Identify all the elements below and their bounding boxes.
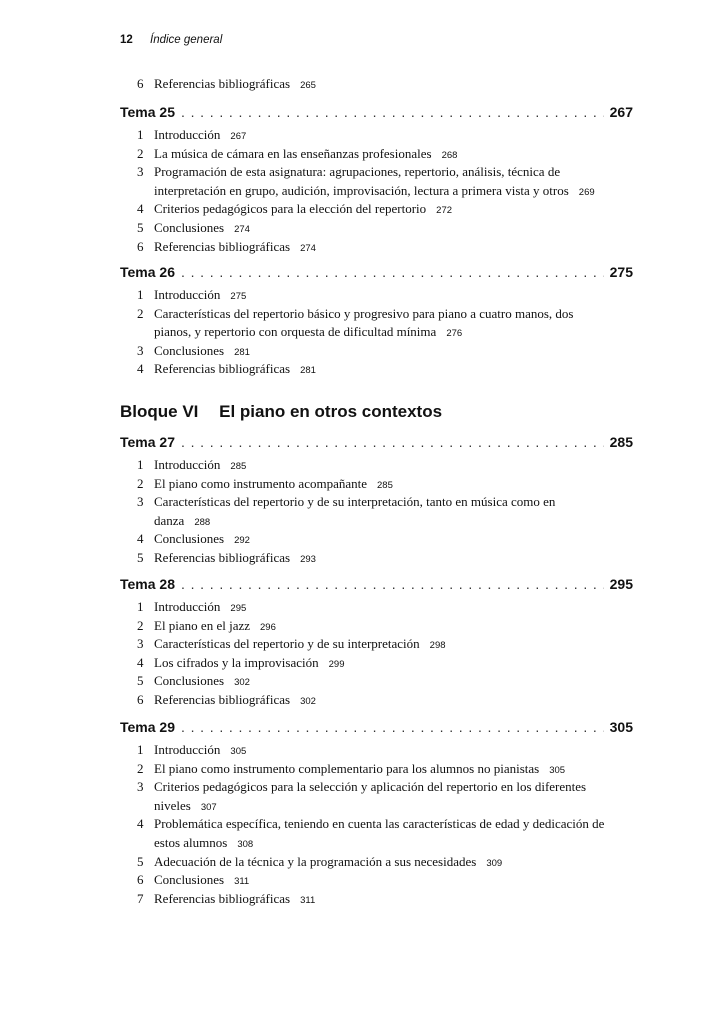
entry-title: Referencias bibliográficas [154,691,291,707]
entry-title: Conclusiones [154,342,225,358]
entry-page: 305 [549,764,566,776]
running-title: Índice general [150,34,223,46]
toc-entry[interactable] [120,672,633,691]
toc-entry[interactable] [120,475,633,494]
entry-title: Características del repertorio y de su interpretación, tanto en música como en [154,494,556,510]
toc-entry[interactable] [120,145,633,164]
entry-page: 275 [230,291,247,302]
entry-number: 4 [137,816,144,832]
toc-entry[interactable] [120,360,633,379]
running-head [120,34,222,46]
entry-number: 1 [137,127,144,142]
tema-27-section [120,434,633,568]
tema-heading[interactable] [120,434,633,456]
tema-heading[interactable] [120,264,633,286]
tema-26-section [120,264,633,379]
entry-page: 274 [234,223,250,235]
entry-page: 269 [578,186,595,198]
entry-page: 268 [441,149,458,161]
tema-label: Tema 26 [120,264,175,280]
entry-number: 3 [137,636,144,652]
entry-number: 4 [137,361,144,377]
entry-title: Introducción [154,127,221,142]
leader-dots [181,104,604,120]
entry-title: Referencias bibliográficas [154,361,291,377]
entry-page: 274 [300,242,316,254]
toc-entry[interactable] [120,126,633,145]
tema-25-section [120,104,633,256]
entry-page: 295 [230,603,247,614]
entry-title: Criterios pedagógicos para la elección del repertorio [154,201,427,217]
tema-page: 295 [609,576,633,592]
entry-number: 5 [137,549,144,565]
entry-number: 7 [137,890,144,906]
entry-title: danza [154,512,185,528]
leader-dots [181,719,604,735]
toc-entry[interactable] [120,238,633,257]
toc-entry[interactable] [120,456,633,475]
entry-title: Características del repertorio y de su interpretación [154,636,420,652]
entry-title: interpretación en grupo, audición, improvisación, lectura a primera vista y otros [154,182,569,198]
toc-entry[interactable] [120,75,633,94]
entry-title: El piano en el jazz [154,617,251,633]
toc-entry[interactable] [120,200,633,219]
bloque-heading [120,402,442,422]
toc-entry-continuation[interactable] [120,834,633,853]
tema-29-section [120,719,633,908]
entry-title: Introducción [154,457,221,472]
entry-title: El piano como instrumento complementario para los alumnos no pianistas [154,760,540,776]
tema-label: Tema 29 [120,719,175,735]
entry-page: 276 [446,328,463,340]
entry-number: 5 [137,673,144,689]
entry-title: niveles [154,797,191,813]
entry-title: El piano como instrumento acompañante [154,475,367,491]
entry-page: 293 [300,553,316,565]
entry-title: Conclusiones [154,219,225,235]
toc-entry[interactable] [120,760,633,779]
toc-entry[interactable] [120,741,633,760]
toc-entry[interactable] [120,890,633,909]
entry-title: Los cifrados y la improvisación [154,654,319,670]
tema-heading[interactable] [120,104,633,126]
entry-title: La música de cámara en las enseñanzas profesionales [154,145,432,161]
entry-number: 4 [137,654,144,670]
entry-number: 4 [137,201,144,217]
entry-number: 3 [137,164,144,180]
entry-number: 6 [137,872,144,888]
entry-page: 299 [328,658,345,670]
toc-entry[interactable] [120,530,633,549]
toc-entry[interactable] [120,549,633,568]
entry-page: 285 [377,479,393,491]
entry-number: 6 [137,76,144,91]
toc-entry[interactable] [120,305,633,324]
entry-title: Conclusiones [154,673,225,689]
entry-title: Referencias bibliográficas [154,238,291,254]
toc-entry[interactable] [120,871,633,890]
bloque-label: Bloque VI [120,402,199,421]
entry-number: 3 [137,494,144,510]
entry-title: Introducción [154,599,221,614]
entry-number: 3 [137,342,144,358]
entry-title: Criterios pedagógicos para la selección y aplicación del repertorio en los diferentes [154,779,587,795]
entry-title: Referencias bibliográficas [154,890,291,906]
tema-page: 267 [609,104,633,120]
toc-entry[interactable] [120,617,633,636]
entry-page: 272 [436,205,453,217]
entry-number: 4 [137,531,144,547]
entry-title: Referencias bibliográficas [154,549,291,565]
tema-heading[interactable] [120,576,633,598]
entry-page: 281 [234,346,250,358]
entry-number: 6 [137,691,144,707]
entry-page: 285 [230,461,247,472]
tema-28-section [120,576,633,710]
entry-title: Problemática específica, teniendo en cuenta las características de edad y dedicación de [154,816,605,832]
entry-number: 2 [137,475,144,491]
tema-label: Tema 28 [120,576,175,592]
entry-page: 308 [237,838,254,850]
entry-title: Introducción [154,742,221,757]
entry-title: Conclusiones [154,872,225,888]
toc-entry[interactable] [120,691,633,710]
toc-entry-continuation[interactable] [120,512,633,531]
entry-number: 1 [137,742,144,757]
leader-dots [181,434,604,450]
tema-page: 275 [609,264,633,280]
entry-title: estos alumnos [154,834,228,850]
entry-number: 5 [137,219,144,235]
toc-entry[interactable] [120,815,633,834]
toc-entry-continuation[interactable] [120,182,633,201]
leader-dots [181,264,604,280]
toc-entry[interactable] [120,654,633,673]
entry-page: 305 [230,746,247,757]
entry-title: pianos, y repertorio con orquesta de dificultad mínima [154,324,437,340]
toc-entry[interactable] [120,342,633,361]
toc-entry[interactable] [120,635,633,654]
entry-page: 281 [300,365,316,377]
entry-number: 6 [137,238,144,254]
toc-entry[interactable] [120,286,633,305]
entry-page: 292 [234,535,250,547]
entry-page: 288 [194,516,211,528]
entry-title: Conclusiones [154,531,225,547]
toc-entry[interactable] [120,493,633,512]
entry-number: 1 [137,287,144,302]
entry-title: Adecuación de la técnica y la programación a sus necesidades [154,853,477,869]
entry-page: 267 [230,131,247,142]
entry-page: 265 [300,80,316,91]
toc-entry[interactable] [120,778,633,797]
toc-entry-continuation[interactable] [120,797,633,816]
tema-label: Tema 27 [120,434,175,450]
tema-heading[interactable] [120,719,633,741]
entry-title: Referencias bibliográficas [154,76,291,91]
entry-number: 2 [137,617,144,633]
leader-dots [181,576,604,592]
tema-page: 285 [609,434,633,450]
entry-number: 1 [137,599,144,614]
entry-number: 2 [137,305,144,321]
entry-page: 311 [300,894,316,906]
entry-page: 296 [260,621,276,633]
toc-entry[interactable] [120,598,633,617]
toc-entry[interactable] [120,163,633,182]
toc-entry[interactable] [120,853,633,872]
entry-number: 5 [137,853,144,869]
entry-title: Programación de esta asignatura: agrupaciones, repertorio, análisis, técnica de [154,164,561,180]
toc-entry-continuation[interactable] [120,323,633,342]
entry-number: 1 [137,457,144,472]
bloque-title: El piano en otros contextos [219,402,443,421]
entry-title: Introducción [154,287,221,302]
entry-page: 298 [429,640,446,652]
entry-page: 309 [486,857,503,869]
toc-entry[interactable] [120,219,633,238]
entry-number: 2 [137,145,144,161]
entry-number: 2 [137,760,144,776]
entry-page: 302 [234,677,250,689]
entry-page: 307 [200,801,217,813]
tema-label: Tema 25 [120,104,175,120]
entry-title: Características del repertorio básico y progresivo para piano a cuatro manos, dos [154,305,574,321]
tema-page: 305 [609,719,633,735]
entry-page: 311 [234,876,250,888]
page-number: 12 [120,34,133,46]
pre-entry-block [120,75,633,94]
entry-number: 3 [137,779,144,795]
entry-page: 302 [300,695,316,707]
